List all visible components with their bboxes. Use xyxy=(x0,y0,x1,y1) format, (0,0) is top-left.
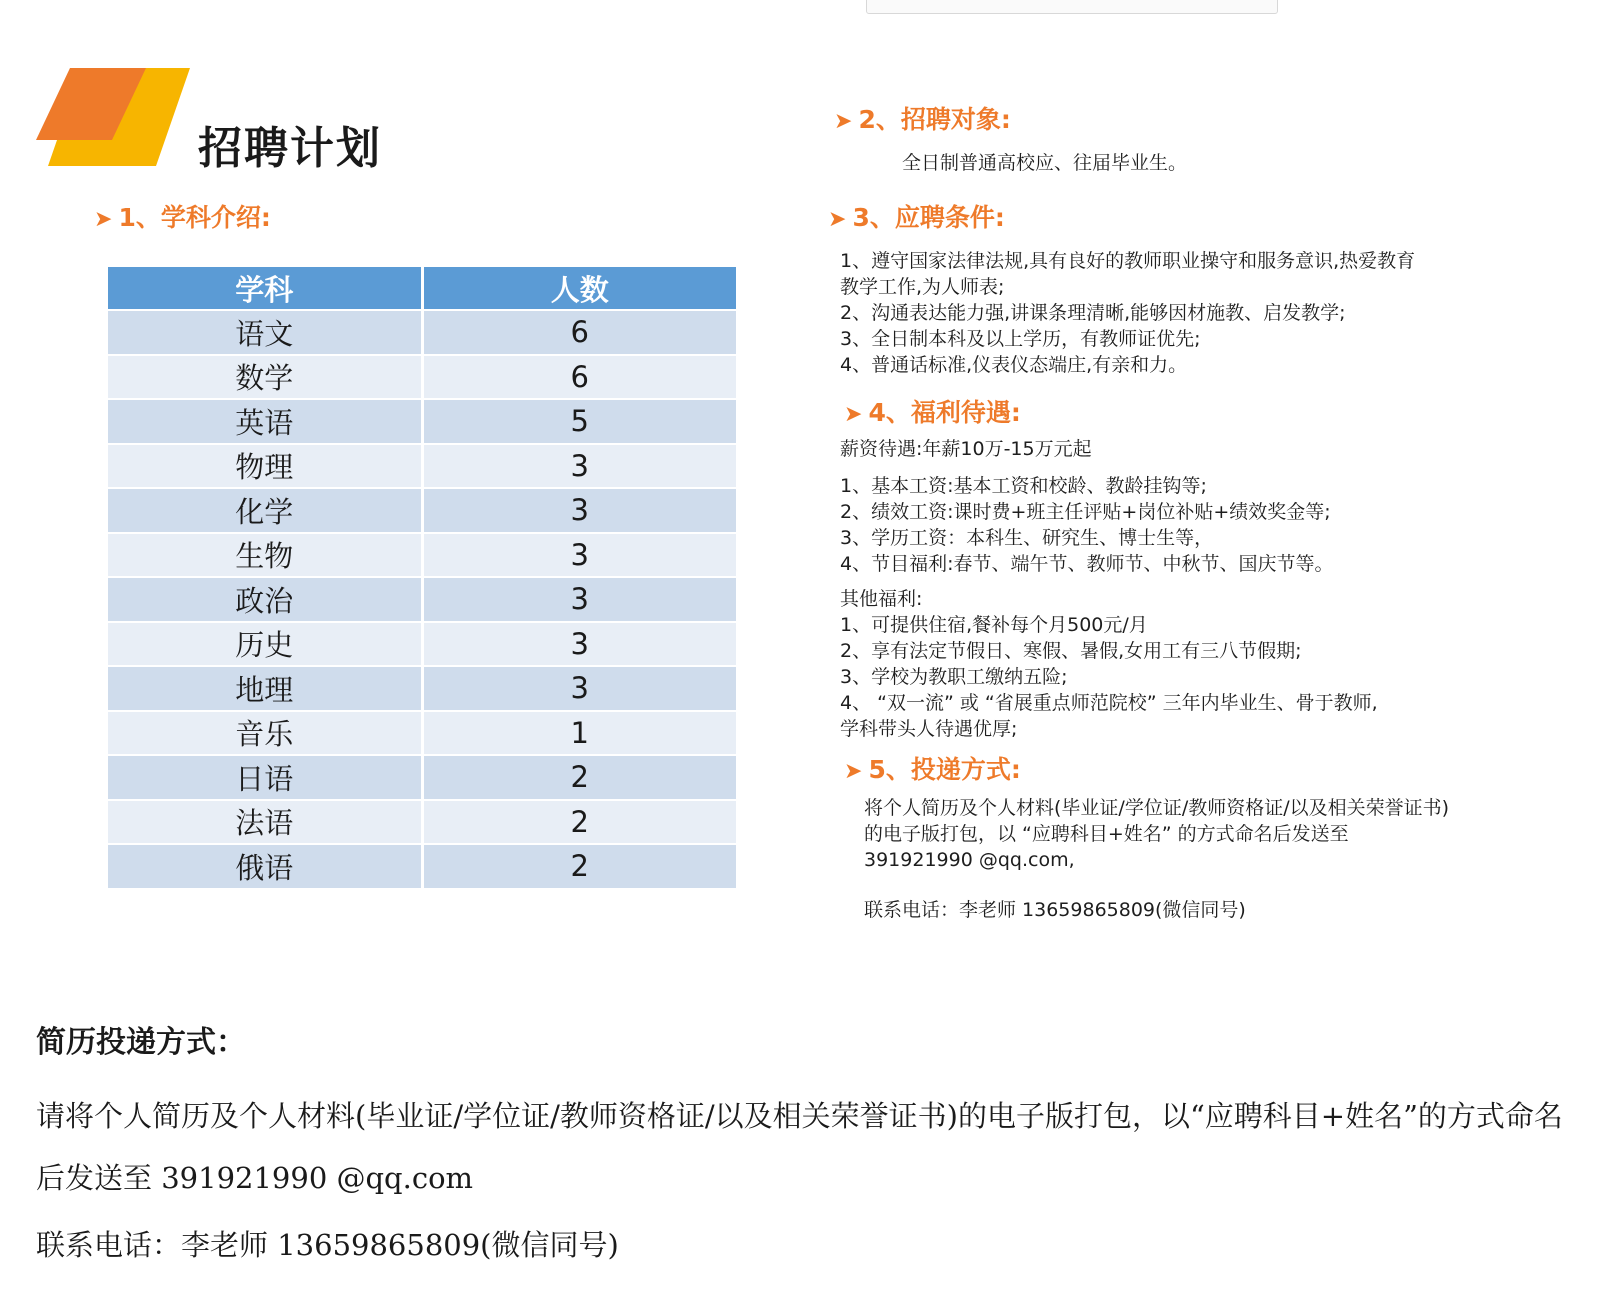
count-cell: 6 xyxy=(422,310,736,355)
arrow-right-icon: ➤ xyxy=(94,207,113,232)
benefit-item: 2、享有法定节假日、寒假、暑假,女用工有三八节假期; xyxy=(840,640,1302,662)
subject-cell: 数学 xyxy=(108,355,422,400)
arrow-right-icon: ➤ xyxy=(834,109,853,134)
count-cell: 2 xyxy=(422,800,736,845)
instruction-line: 的电子版打包，以 “应聘科目+姓名” 的方式命名后发送至 xyxy=(864,823,1349,845)
salary-item: 1、基本工资:基本工资和校龄、教龄挂钩等; xyxy=(840,475,1207,497)
count-cell: 3 xyxy=(422,666,736,711)
table-row xyxy=(108,355,736,400)
table-row xyxy=(108,800,736,845)
table-row xyxy=(108,755,736,800)
resume-submission-title: 简历投递方式： xyxy=(36,1025,246,1060)
subject-cell: 法语 xyxy=(108,800,422,845)
table-row xyxy=(108,577,736,622)
requirement-line: 4、普通话标准,仪表仪态端庄,有亲和力。 xyxy=(840,354,1188,376)
other-benefits-title: 其他福利: xyxy=(840,588,923,610)
table-row xyxy=(108,399,736,444)
count-cell: 3 xyxy=(422,577,736,622)
table-row xyxy=(108,533,736,578)
section2-heading: ➤ 2、招聘对象: xyxy=(834,105,1011,134)
subject-cell: 历史 xyxy=(108,622,422,667)
table-row xyxy=(108,310,736,355)
count-cell: 5 xyxy=(422,399,736,444)
salary-item: 4、节目福利:春节、端午节、教师节、中秋节、国庆节等。 xyxy=(840,553,1334,575)
salary-items xyxy=(840,473,1334,577)
instruction-line: 将个人简历及个人材料(毕业证/学位证/教师资格证/以及相关荣誉证书) xyxy=(864,797,1450,819)
subject-cell: 音乐 xyxy=(108,711,422,756)
arrow-right-icon: ➤ xyxy=(844,759,863,784)
subject-cell: 物理 xyxy=(108,444,422,489)
table-row xyxy=(108,711,736,756)
section5-contact: 联系电话：李老师 13659865809(微信同号) xyxy=(864,899,1246,921)
count-cell: 6 xyxy=(422,355,736,400)
count-cell: 2 xyxy=(422,844,736,888)
section2-text: 全日制普通高校应、往届毕业生。 xyxy=(902,152,1188,174)
count-cell: 3 xyxy=(422,622,736,667)
salary-text: 薪资待遇:年薪10万-15万元起 xyxy=(840,438,1092,460)
requirement-line: 2、沟通表达能力强,讲课条理清晰,能够因材施教、启发教学; xyxy=(840,302,1346,324)
instruction-line: 391921990 @qq.com, xyxy=(864,849,1075,871)
subjects-table xyxy=(108,267,736,888)
table-row xyxy=(108,444,736,489)
subject-cell: 政治 xyxy=(108,577,422,622)
arrow-right-icon: ➤ xyxy=(844,402,863,427)
resume-contact: 联系电话：李老师 13659865809(微信同号) xyxy=(36,1228,619,1262)
top-frame xyxy=(866,0,1278,14)
subject-cell: 语文 xyxy=(108,310,422,355)
benefit-item: 1、可提供住宿,餐补每个月500元/月 xyxy=(840,614,1148,636)
count-cell: 1 xyxy=(422,711,736,756)
table-header-count: 人数 xyxy=(422,267,736,310)
table-row xyxy=(108,666,736,711)
subject-cell: 俄语 xyxy=(108,844,422,888)
count-cell: 2 xyxy=(422,755,736,800)
salary-item: 3、学历工资：本科生、研究生、博士生等， xyxy=(840,527,1214,549)
table-row xyxy=(108,844,736,888)
table-header-subject: 学科 xyxy=(108,267,422,310)
benefit-item: 4、 “双一流” 或 “省展重点师范院校” 三年内毕业生、骨于教师, xyxy=(840,692,1378,714)
section3-heading: ➤ 3、应聘条件: xyxy=(828,203,1005,232)
page-title: 招聘计划 xyxy=(198,123,382,174)
requirement-line: 3、全日制本科及以上学历，有教师证优先; xyxy=(840,328,1201,350)
arrow-right-icon: ➤ xyxy=(828,207,847,232)
table-row xyxy=(108,622,736,667)
count-cell: 3 xyxy=(422,444,736,489)
benefit-item: 学科带头人待遇优厚; xyxy=(840,718,1018,740)
count-cell: 3 xyxy=(422,533,736,578)
table-row xyxy=(108,488,736,533)
count-cell: 3 xyxy=(422,488,736,533)
section3-requirements xyxy=(840,248,1415,378)
section4-heading: ➤ 4、福利待遇: xyxy=(844,398,1021,427)
other-benefits xyxy=(840,612,1378,742)
benefit-item: 3、学校为教职工缴纳五险; xyxy=(840,666,1068,688)
salary-item: 2、绩效工资:课时费+班主任评贴+岗位补贴+绩效奖金等; xyxy=(840,501,1331,523)
requirement-line: 1、遵守国家法律法规,具有良好的教师职业操守和服务意识,热爱教育 xyxy=(840,250,1416,272)
subject-cell: 生物 xyxy=(108,533,422,578)
subject-cell: 日语 xyxy=(108,755,422,800)
section5-instructions xyxy=(864,795,1449,873)
resume-submission-body: 请将个人简历及个人材料(毕业证/学位证/教师资格证/以及相关荣誉证书)的电子版打包，以“应聘科目+姓名”的方式命名后发送至 391921990 @qq.com xyxy=(36,1099,1563,1195)
section5-heading: ➤ 5、投递方式: xyxy=(844,755,1021,784)
requirement-line: 教学工作,为人师表; xyxy=(840,276,1005,298)
section1-heading: ➤ 1、学科介绍: xyxy=(94,203,271,232)
subject-cell: 英语 xyxy=(108,399,422,444)
subject-cell: 化学 xyxy=(108,488,422,533)
subject-cell: 地理 xyxy=(108,666,422,711)
